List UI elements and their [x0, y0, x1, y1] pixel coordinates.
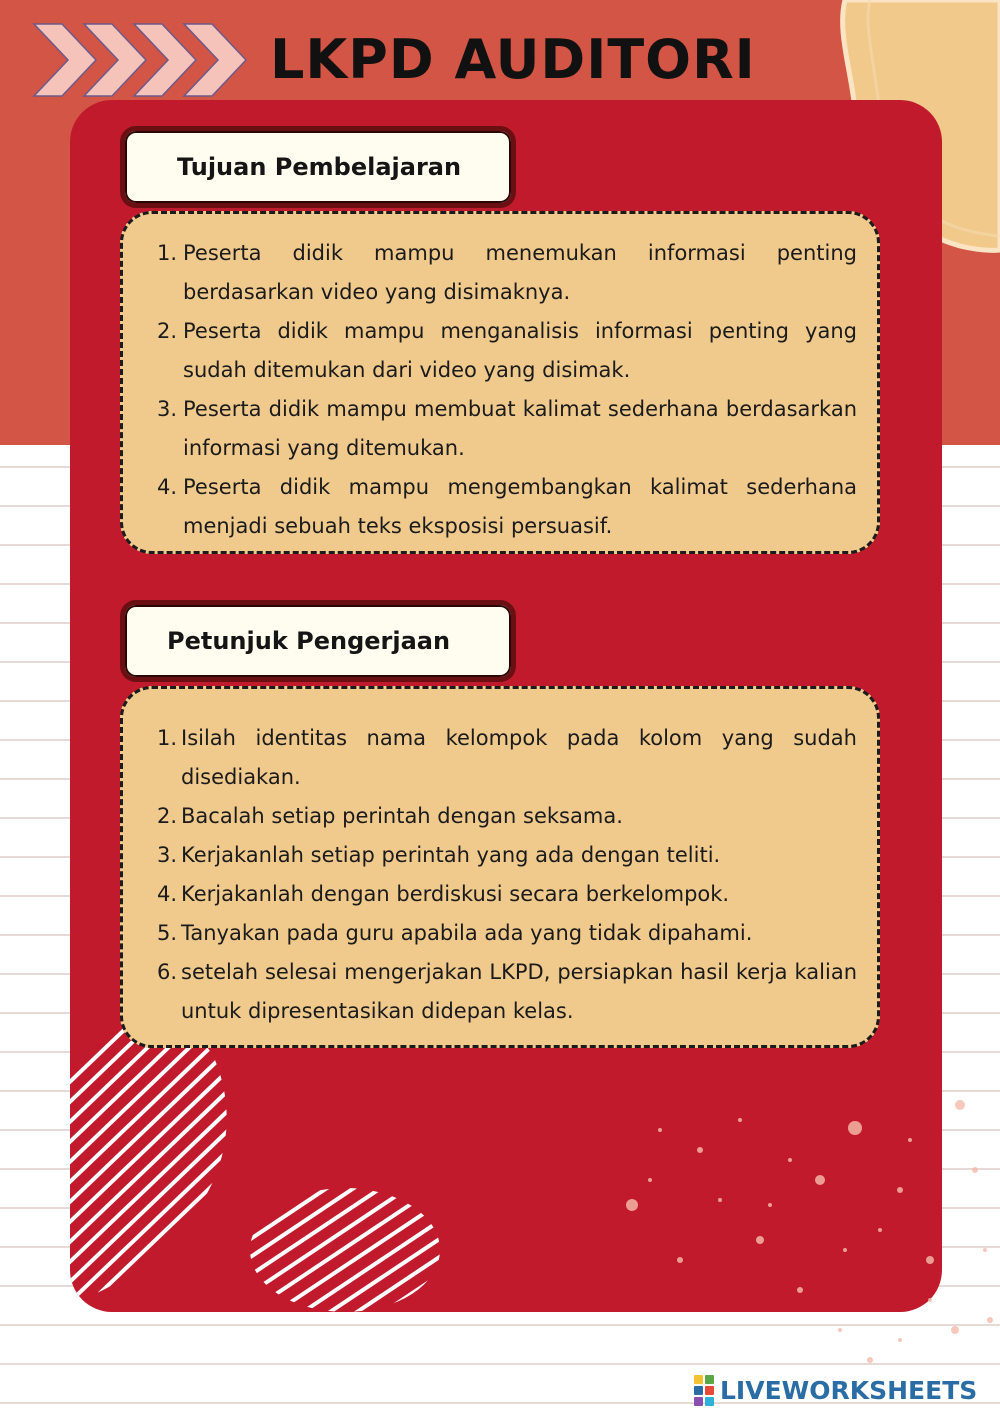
objectives-list — [157, 234, 857, 546]
section-heading-label: Tujuan Pembelajaran — [177, 153, 462, 181]
item-number: 3. — [157, 397, 178, 421]
list-item — [157, 875, 857, 914]
item-number: 5. — [157, 921, 178, 945]
item-text: Peserta didik mampu membuat kalimat sederhana berdasarkan informasi yang ditemukan. — [183, 397, 857, 460]
item-text: Peserta didik mampu mengembangkan kalimat sederhana menjadi sebuah teks eksposisi persuasif. — [183, 475, 857, 538]
list-item — [157, 234, 857, 312]
list-item — [157, 797, 857, 836]
item-number: 4. — [157, 882, 178, 906]
logo-text: LIVEWORKSHEETS — [720, 1375, 978, 1405]
instructions-panel — [120, 686, 880, 1048]
item-number: 2. — [157, 319, 178, 343]
item-number: 1. — [157, 726, 178, 750]
instructions-list — [157, 719, 857, 1031]
page-title: LKPD AUDITORI — [270, 28, 756, 91]
item-text: Kerjakanlah setiap perintah yang ada dengan teliti. — [181, 843, 721, 867]
item-text: Peserta didik mampu menemukan informasi penting berdasarkan video yang disimaknya. — [183, 241, 857, 304]
item-text: Bacalah setiap perintah dengan seksama. — [181, 804, 623, 828]
item-text: Isilah identitas nama kelompok pada kolom yang sudah disediakan. — [181, 726, 857, 789]
liveworksheets-logo-icon — [694, 1375, 714, 1406]
list-item — [157, 719, 857, 797]
list-item — [157, 914, 857, 953]
item-number: 2. — [157, 804, 178, 828]
list-item — [157, 468, 857, 546]
list-item — [157, 390, 857, 468]
item-number: 4. — [157, 475, 178, 499]
section-heading-label: Petunjuk Pengerjaan — [167, 627, 451, 655]
list-item — [157, 836, 857, 875]
section-heading-petunjuk — [120, 600, 516, 682]
list-item — [157, 953, 857, 1031]
item-text: Peserta didik mampu menganalisis informasi penting yang sudah ditemukan dari video yang disimak. — [183, 319, 857, 382]
item-number: 1. — [157, 241, 178, 265]
section-heading-tujuan — [120, 126, 516, 208]
item-number: 3. — [157, 843, 178, 867]
item-text: setelah selesai mengerjakan LKPD, persiapkan hasil kerja kalian untuk dipresentasikan didepan kelas. — [181, 960, 857, 1023]
item-text: Kerjakanlah dengan berdiskusi secara berkelompok. — [181, 882, 730, 906]
objectives-panel — [120, 211, 880, 554]
item-text: Tanyakan pada guru apabila ada yang tidak dipahami. — [181, 921, 753, 945]
liveworksheets-logo[interactable] — [694, 1373, 994, 1407]
item-number: 6. — [157, 960, 178, 984]
list-item — [157, 312, 857, 390]
